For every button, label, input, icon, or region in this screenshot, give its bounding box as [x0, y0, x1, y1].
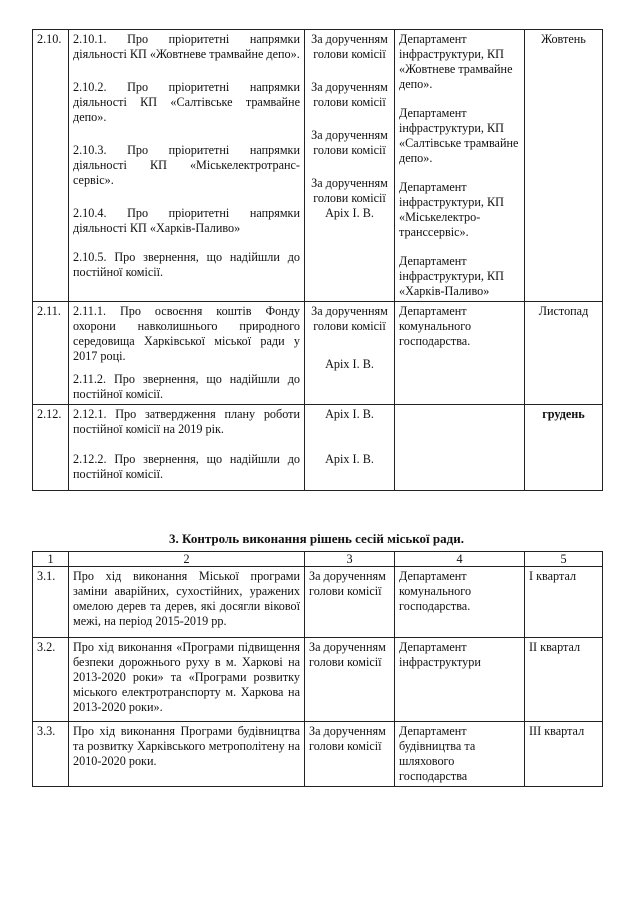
department-text: Департамент комунального господарства. — [399, 304, 472, 348]
responsible-cell — [305, 405, 395, 491]
table-row-3-1 — [33, 567, 603, 638]
topic-text: Про хід виконання Програми будівництва та розвитку Харківського метрополітену на 2010-2020 роки. — [69, 722, 305, 787]
responsible-text: Аріх І. В. — [325, 407, 374, 421]
table-row-2-10 — [33, 30, 603, 302]
department-text: Департамент комунального господарства. — [395, 567, 525, 638]
responsible-text: За дорученням голови комісії — [311, 304, 388, 333]
responsible-text: За дорученням голови комісії — [311, 128, 388, 157]
responsible-text: За дорученням голови комісії — [305, 638, 395, 722]
responsible-text: За дорученням голови комісії — [311, 176, 388, 205]
table-row-2-12 — [33, 405, 603, 491]
term-cell: Жовтень — [525, 30, 603, 302]
topic-text: 2.10.4. Про пріоритетні напрямки діяльності КП «Харків-Паливо» — [73, 206, 300, 235]
responsible-cell — [305, 302, 395, 405]
department-cell — [395, 30, 525, 302]
topic-text: 2.10.5. Про звернення, що надійшли до постійної комісії. — [73, 250, 300, 279]
topic-text: 2.10.3. Про пріоритетні напрямки діяльності КП «Міськелектротранс-сервіс». — [73, 143, 300, 187]
plan-table-section-3 — [32, 551, 603, 787]
term-text: ІІ квартал — [525, 638, 603, 722]
topic-text: 2.11.1. Про освоєння коштів Фонду охорони навколишнього природного середовища Харківської міської ради у 2017 році. — [73, 304, 300, 363]
department-text: Департамент інфраструктури, КП «Жовтневе трамвайне депо». — [399, 32, 513, 91]
topic-text: Про хід виконання «Програми підвищення безпеки дорожнього руху в м. Харкові на 2013-2020 роки» та «Програми розвитку міського електротранспорту м. Харкова на 2013-2020 роки». — [69, 638, 305, 722]
topic-text: 2.10.1. Про пріоритетні напрямки діяльності КП «Жовтневе трамвайне депо». — [73, 32, 300, 61]
table-row-2-11 — [33, 302, 603, 405]
responsible-text: За дорученням голови комісії — [311, 80, 388, 109]
row-number: 2.12. — [33, 405, 69, 491]
column-number: 3 — [305, 552, 395, 567]
term-text: І квартал — [525, 567, 603, 638]
column-number-row — [33, 552, 603, 567]
topic-text: 2.10.2. Про пріоритетні напрямки діяльності КП «Салтівське трамвайне депо». — [73, 80, 300, 124]
row-number: 2.11. — [33, 302, 69, 405]
term-text: ІІІ квартал — [525, 722, 603, 787]
department-text: Департамент інфраструктури, КП «Міськелектро-транссервіс». — [399, 180, 504, 239]
section-3-title: 3. Контроль виконання рішень сесій міської ради. — [169, 531, 464, 546]
department-text: Департамент інфраструктури, КП «Салтівське трамвайне депо». — [399, 106, 519, 165]
column-number: 5 — [525, 552, 603, 567]
responsible-text: За дорученням голови комісії — [305, 722, 395, 787]
responsible-text: За дорученням голови комісії — [305, 567, 395, 638]
table-row-3-2 — [33, 638, 603, 722]
plan-table-section-2 — [32, 29, 603, 491]
topic-text: Про хід виконання Міської програми заміни аварійних, сухостійних, уражених омелою дерев та дерев, які досягли вікової межі, на період 2015-2019 рр. — [69, 567, 305, 638]
column-number: 1 — [33, 552, 69, 567]
responsible-text: Аріх І. В. — [325, 452, 374, 466]
topic-text: 2.12.1. Про затвердження плану роботи постійної комісії на 2019 рік. — [73, 407, 300, 436]
column-number: 4 — [395, 552, 525, 567]
topic-text: 2.12.2. Про звернення, що надійшли до постійної комісії. — [73, 452, 300, 481]
department-text: Департамент будівництва та шляхового господарства — [395, 722, 525, 787]
row-number: 2.10. — [33, 30, 69, 302]
responsible-text: Аріх І. В. — [325, 206, 374, 220]
topics-cell — [69, 405, 305, 491]
responsible-text: Аріх І. В. — [325, 357, 374, 371]
department-text: Департамент інфраструктури, КП «Харків-Паливо» — [399, 254, 504, 298]
column-number: 2 — [69, 552, 305, 567]
responsible-cell — [305, 30, 395, 302]
department-text: Департамент інфраструктури — [395, 638, 525, 722]
row-number: 3.2. — [33, 638, 69, 722]
department-cell — [395, 405, 525, 491]
responsible-text: За дорученням голови комісії — [311, 32, 388, 61]
table-row-3-3 — [33, 722, 603, 787]
term-cell: грудень — [525, 405, 603, 491]
topic-text: 2.11.2. Про звернення, що надійшли до постійної комісії. — [73, 372, 300, 401]
row-number: 3.1. — [33, 567, 69, 638]
topics-cell — [69, 302, 305, 405]
topics-cell — [69, 30, 305, 302]
row-number: 3.3. — [33, 722, 69, 787]
term-cell: Листопад — [525, 302, 603, 405]
department-cell — [395, 302, 525, 405]
